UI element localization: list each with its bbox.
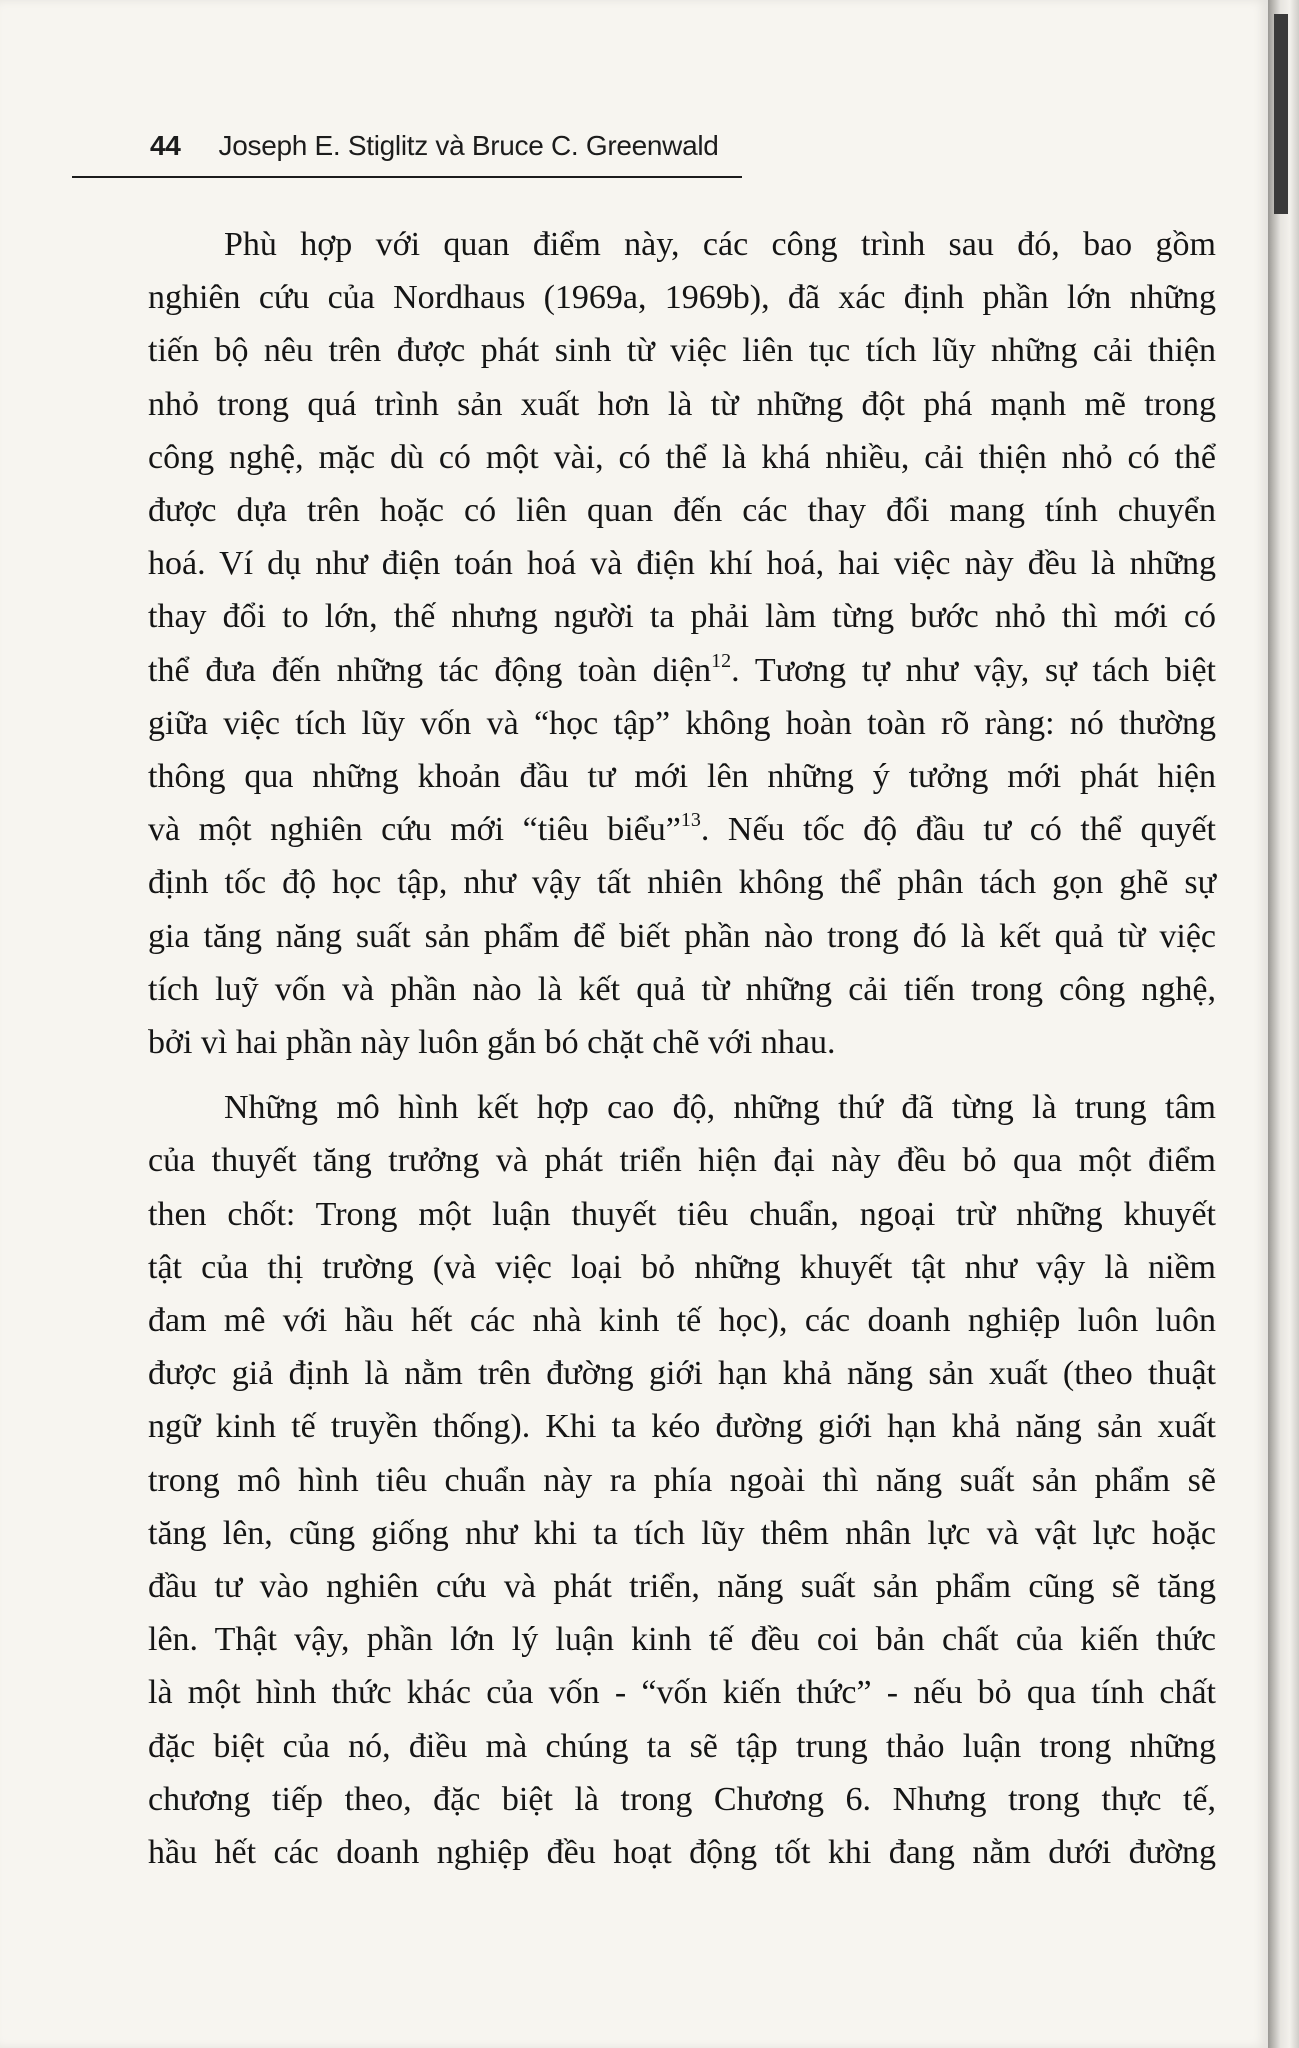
text-line: gia tăng năng suất sản phẩm để biết phần nào trong đó là kết quả từ việc bbox=[148, 917, 1216, 955]
text-line: thay đổi to lớn, thế nhưng người ta phải làm từng bước nhỏ thì mới có bbox=[148, 598, 1216, 636]
text-line: được giả định là nằm trên đường giới hạn khả năng sản xuất (theo thuật bbox=[148, 1355, 1216, 1393]
text-segment: . Tương tự như vậy, sự tách biệt bbox=[731, 651, 1216, 689]
text-line: hoá. Ví dụ như điện toán hoá và điện khí hoá, hai việc này đều là những bbox=[148, 545, 1216, 583]
text-line: là một hình thức khác của vốn - “vốn kiến thức” - nếu bỏ qua tính chất bbox=[148, 1674, 1216, 1712]
text-line: tật của thị trường (và việc loại bỏ những khuyết tật như vậy là niềm bbox=[148, 1248, 1216, 1286]
page-number: 44 bbox=[150, 130, 181, 161]
text-line: bởi vì hai phần này luôn gắn bó chặt chẽ với nhau. bbox=[148, 1024, 836, 1062]
edge-mark bbox=[1274, 14, 1288, 214]
text-line: đặc biệt của nó, điều mà chúng ta sẽ tập trung thảo luận trong những bbox=[148, 1727, 1216, 1765]
text-line: lên. Thật vậy, phần lớn lý luận kinh tế đều coi bản chất của kiến thức bbox=[148, 1621, 1216, 1659]
text-line: công nghệ, mặc dù có một vài, có thể là khá nhiều, cải thiện nhỏ có thể bbox=[148, 438, 1216, 476]
text-line bbox=[148, 803, 1216, 856]
text-line: của thuyết tăng trưởng và phát triển hiện đại này đều bỏ qua một điểm bbox=[148, 1142, 1216, 1180]
text-line: Phù hợp với quan điểm này, các công trình sau đó, bao gồm bbox=[224, 226, 1216, 263]
text-line: đầu tư vào nghiên cứu và phát triển, năng suất sản phẩm cũng sẽ tăng bbox=[148, 1568, 1216, 1606]
text-line: nhỏ trong quá trình sản xuất hơn là từ những đột phá mạnh mẽ trong bbox=[148, 385, 1216, 423]
text-line: định tốc độ học tập, như vậy tất nhiên không thể phân tách gọn ghẽ sự bbox=[148, 864, 1216, 902]
page-edge-shadow bbox=[1268, 0, 1299, 2048]
text-line: Những mô hình kết hợp cao độ, những thứ đã từng là trung tâm bbox=[224, 1089, 1216, 1127]
text-line bbox=[148, 644, 1216, 697]
header-rule bbox=[72, 176, 742, 178]
text-line: giữa việc tích lũy vốn và “học tập” không hoàn toàn rõ ràng: nó thường bbox=[148, 704, 1216, 742]
text-line: tăng lên, cũng giống như khi ta tích lũy thêm nhân lực và vật lực hoặc bbox=[148, 1514, 1216, 1552]
text-line: tích luỹ vốn và phần nào là kết quả từ những cải tiến trong công nghệ, bbox=[148, 970, 1216, 1008]
text-line: tiến bộ nêu trên được phát sinh từ việc liên tục tích lũy những cải thiện bbox=[148, 332, 1216, 370]
text-line: được dựa trên hoặc có liên quan đến các thay đổi mang tính chuyển bbox=[148, 492, 1216, 530]
text-line: trong mô hình tiêu chuẩn này ra phía ngoài thì năng suất sản phẩm sẽ bbox=[148, 1461, 1216, 1499]
text-segment: . Nếu tốc độ đầu tư có thể quyết bbox=[700, 811, 1216, 849]
footnote-ref-12: 12 bbox=[711, 649, 732, 672]
paragraph-1 bbox=[148, 218, 1216, 1069]
text-segment: thể đưa đến những tác động toàn diện bbox=[148, 651, 712, 689]
text-line: hầu hết các doanh nghiệp đều hoạt động tốt khi đang nằm dưới đường bbox=[148, 1834, 1216, 1872]
text-line: ngữ kinh tế truyền thống). Khi ta kéo đường giới hạn khả năng sản xuất bbox=[148, 1408, 1216, 1446]
text-line: thông qua những khoản đầu tư mới lên những ý tưởng mới phát hiện bbox=[148, 758, 1216, 796]
text-line: chương tiếp theo, đặc biệt là trong Chương 6. Nhưng trong thực tế, bbox=[148, 1780, 1216, 1818]
text-line: đam mê với hầu hết các nhà kinh tế học), các doanh nghiệp luôn luôn bbox=[148, 1302, 1216, 1340]
body-text bbox=[148, 218, 1216, 1879]
running-header bbox=[150, 130, 719, 162]
text-segment: và một nghiên cứu mới “tiêu biểu” bbox=[148, 811, 681, 849]
header-authors: Joseph E. Stiglitz và Bruce C. Greenwald bbox=[218, 130, 719, 161]
footnote-ref-13: 13 bbox=[680, 809, 701, 832]
text-line: then chốt: Trong một luận thuyết tiêu chuẩn, ngoại trừ những khuyết bbox=[148, 1195, 1216, 1233]
text-line: nghiên cứu của Nordhaus (1969a, 1969b), đã xác định phần lớn những bbox=[148, 279, 1216, 317]
paragraph-2 bbox=[148, 1081, 1216, 1879]
